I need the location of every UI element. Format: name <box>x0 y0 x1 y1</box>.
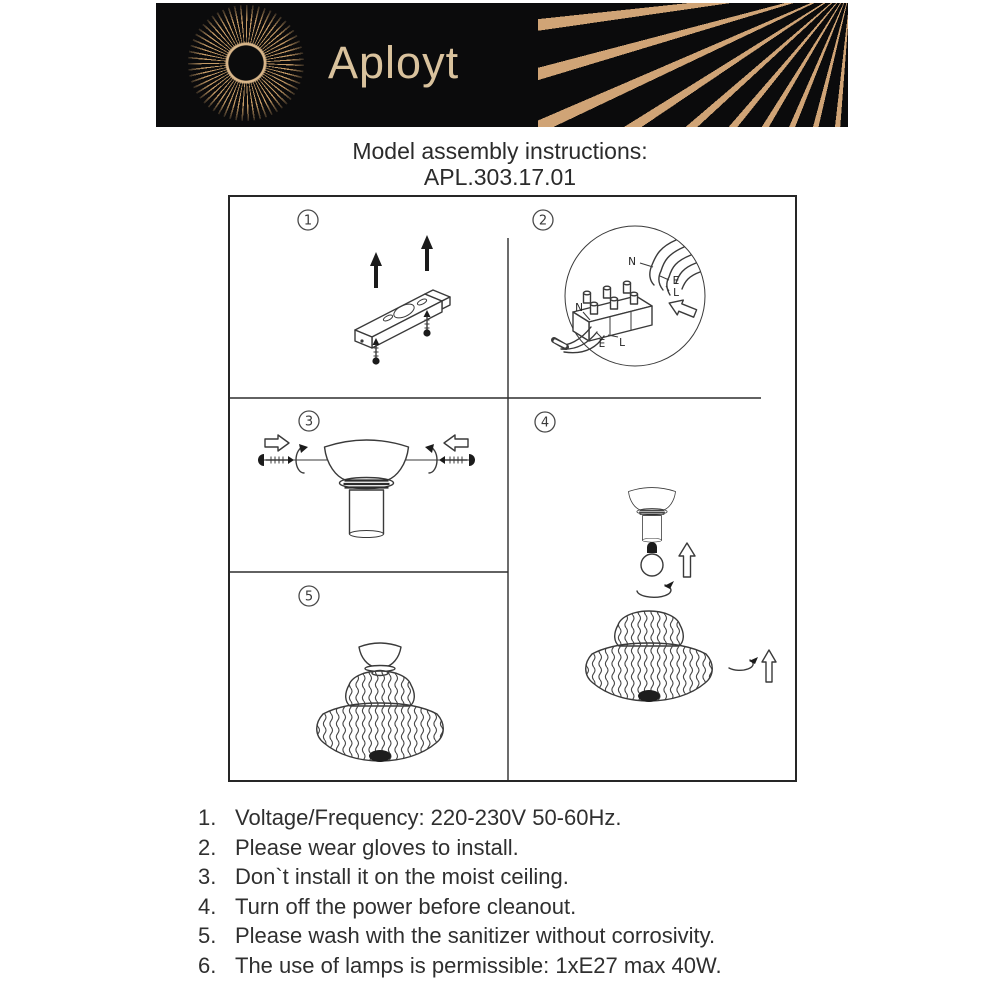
starburst-logo-icon <box>188 5 304 121</box>
left-hollow-arrow-icon <box>666 296 698 321</box>
ceiling-cup <box>325 440 409 538</box>
svg-text:4: 4 <box>540 415 550 431</box>
diagram-border <box>229 196 796 781</box>
lampshade <box>317 671 444 762</box>
instruction-number: 5. <box>198 923 217 948</box>
wire-label-l: L <box>619 337 625 349</box>
rotate-arrow-icon <box>637 581 674 597</box>
screw-icon <box>469 454 475 466</box>
instruction-text: Please wash with the sanitizer without corrosivity. <box>235 923 716 948</box>
lamp-socket <box>628 488 675 543</box>
instruction-item <box>198 862 722 892</box>
up-arrow-icon <box>370 252 382 288</box>
instruction-text: Voltage/Frequency: 220-230V 50-60Hz. <box>235 805 622 830</box>
instruction-number: 4. <box>198 893 217 919</box>
right-hollow-arrow-icon <box>265 435 289 451</box>
step-3-badge <box>299 411 319 431</box>
instruction-item <box>198 892 722 922</box>
ceiling-cup-drawing <box>258 435 475 538</box>
step-5-badge <box>299 586 319 606</box>
svg-text:1: 1 <box>303 213 313 229</box>
instruction-number: 1. <box>198 805 217 830</box>
screw-and-arrows-left <box>258 435 308 473</box>
step-1-badge <box>298 210 318 230</box>
up-arrow-icon <box>762 650 776 682</box>
brand-name: Aployt <box>328 37 460 88</box>
instruction-item <box>198 921 722 951</box>
instruction-text: The use of lamps is permissible: 1xE27 max 40W. <box>235 952 722 978</box>
instruction-number: 3. <box>198 864 217 889</box>
instruction-text: Turn off the power before cleanout. <box>235 893 577 919</box>
instruction-item <box>198 951 722 981</box>
corner-rays-icon <box>538 3 848 127</box>
brand-header <box>156 3 848 127</box>
wire-label-l: L <box>673 287 679 299</box>
step-2-badge <box>533 210 553 230</box>
mounting-bracket-drawing <box>355 235 450 365</box>
svg-text:2: 2 <box>538 213 548 229</box>
instruction-text: Please wear gloves to install. <box>235 834 519 860</box>
wire-label-e: E <box>672 275 680 287</box>
ceiling-cup <box>359 643 401 667</box>
lampshade <box>586 611 713 702</box>
instruction-item <box>198 833 722 863</box>
instruction-item <box>198 803 722 833</box>
wiring-detail-drawing <box>554 226 705 366</box>
bulb-and-shade-drawing <box>586 488 776 702</box>
svg-text:5: 5 <box>304 589 314 605</box>
up-arrow-icon <box>679 543 695 577</box>
assembly-diagram <box>228 195 797 783</box>
rotate-arrow-icon <box>729 657 758 670</box>
wire-label-e: E <box>598 338 606 350</box>
screw-and-arrows-right <box>425 435 475 473</box>
step-4-badge <box>535 412 555 432</box>
svg-text:3: 3 <box>304 414 314 430</box>
up-arrow-icon <box>421 235 433 271</box>
title-block <box>0 138 1000 190</box>
instruction-text: Don`t install it on the moist ceiling. <box>235 864 569 889</box>
left-hollow-arrow-icon <box>444 435 468 451</box>
instruction-number: 6. <box>198 952 217 978</box>
model-number: APL.303.17.01 <box>423 164 577 190</box>
assembled-lamp-drawing <box>317 643 444 762</box>
wire-label-n: N <box>575 302 583 314</box>
screw-icon <box>258 454 264 466</box>
lamp-bulb-icon <box>641 542 663 576</box>
instructions-list <box>198 803 722 980</box>
wire-label-n: N <box>628 256 636 268</box>
sheet-title: Model assembly instructions: <box>352 138 648 164</box>
instruction-number: 2. <box>198 834 217 860</box>
